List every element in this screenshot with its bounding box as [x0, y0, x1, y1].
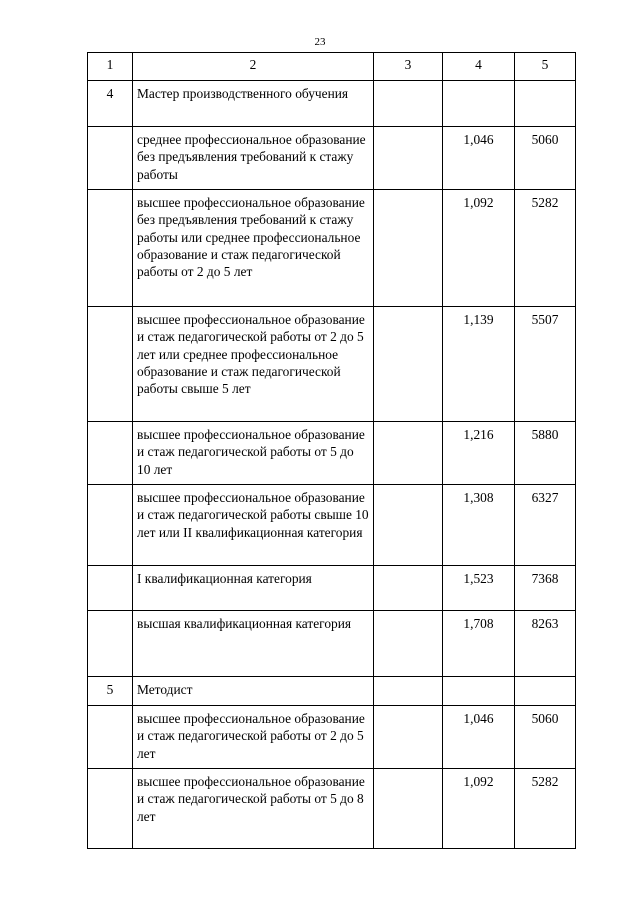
table-row	[88, 566, 576, 611]
header-col-2: 2	[133, 53, 374, 81]
col3-cell	[374, 422, 443, 485]
row-number	[88, 307, 133, 422]
salary-cell: 5060	[515, 706, 576, 769]
position-text: высшее профессиональное образование и стаж педагогической работы от 5 до 10 лет	[133, 422, 374, 485]
salary-cell: 5282	[515, 769, 576, 849]
coefficient-cell: 1,139	[443, 307, 515, 422]
salary-cell: 6327	[515, 485, 576, 566]
position-text: среднее профессиональное образование без предъявления требований к стажу работы	[133, 127, 374, 190]
row-number	[88, 127, 133, 190]
coefficient-cell	[443, 81, 515, 127]
col3-cell	[374, 566, 443, 611]
position-text: высшее профессиональное образование без предъявления требований к стажу работы или среднее профессиональное образование и стаж педагогической работы от 2 до 5 лет	[133, 190, 374, 307]
col3-cell	[374, 307, 443, 422]
table-row	[88, 706, 576, 769]
salary-cell: 5060	[515, 127, 576, 190]
coefficient-cell: 1,046	[443, 127, 515, 190]
table-row	[88, 769, 576, 849]
position-text: Методист	[133, 677, 374, 706]
table-row	[88, 677, 576, 706]
salary-cell: 5282	[515, 190, 576, 307]
col3-cell	[374, 677, 443, 706]
row-number	[88, 769, 133, 849]
header-col-1: 1	[88, 53, 133, 81]
table-row	[88, 190, 576, 307]
table-row	[88, 307, 576, 422]
salary-cell: 5880	[515, 422, 576, 485]
coefficient-cell: 1,046	[443, 706, 515, 769]
row-number	[88, 485, 133, 566]
salary-cell	[515, 81, 576, 127]
row-number	[88, 611, 133, 677]
salary-table	[87, 52, 576, 849]
row-number	[88, 566, 133, 611]
position-text: высшее профессиональное образование и стаж педагогической работы от 2 до 5 лет	[133, 706, 374, 769]
table-row	[88, 422, 576, 485]
table-header-row	[88, 53, 576, 81]
salary-cell: 5507	[515, 307, 576, 422]
table-row	[88, 127, 576, 190]
salary-cell: 8263	[515, 611, 576, 677]
position-text: I квалификационная категория	[133, 566, 374, 611]
coefficient-cell: 1,708	[443, 611, 515, 677]
salary-cell	[515, 677, 576, 706]
coefficient-cell	[443, 677, 515, 706]
coefficient-cell: 1,092	[443, 769, 515, 849]
col3-cell	[374, 190, 443, 307]
header-col-3: 3	[374, 53, 443, 81]
coefficient-cell: 1,523	[443, 566, 515, 611]
row-number: 4	[88, 81, 133, 127]
col3-cell	[374, 706, 443, 769]
header-col-4: 4	[443, 53, 515, 81]
coefficient-cell: 1,308	[443, 485, 515, 566]
coefficient-cell: 1,092	[443, 190, 515, 307]
position-text: высшая квалификационная категория	[133, 611, 374, 677]
row-number	[88, 422, 133, 485]
position-text: Мастер производственного обучения	[133, 81, 374, 127]
position-text: высшее профессиональное образование и стаж педагогической работы от 5 до 8 лет	[133, 769, 374, 849]
row-number: 5	[88, 677, 133, 706]
col3-cell	[374, 81, 443, 127]
page-number: 23	[314, 36, 326, 48]
position-text: высшее профессиональное образование и стаж педагогической работы свыше 10 лет или II квалификационная категория	[133, 485, 374, 566]
header-col-5: 5	[515, 53, 576, 81]
row-number	[88, 706, 133, 769]
col3-cell	[374, 485, 443, 566]
coefficient-cell: 1,216	[443, 422, 515, 485]
col3-cell	[374, 769, 443, 849]
col3-cell	[374, 127, 443, 190]
col3-cell	[374, 611, 443, 677]
table-row	[88, 611, 576, 677]
position-text: высшее профессиональное образование и стаж педагогической работы от 2 до 5 лет или среднее профессиональное образование и стаж педагогической работы свыше 5 лет	[133, 307, 374, 422]
salary-cell: 7368	[515, 566, 576, 611]
table-row	[88, 81, 576, 127]
table-row	[88, 485, 576, 566]
row-number	[88, 190, 133, 307]
